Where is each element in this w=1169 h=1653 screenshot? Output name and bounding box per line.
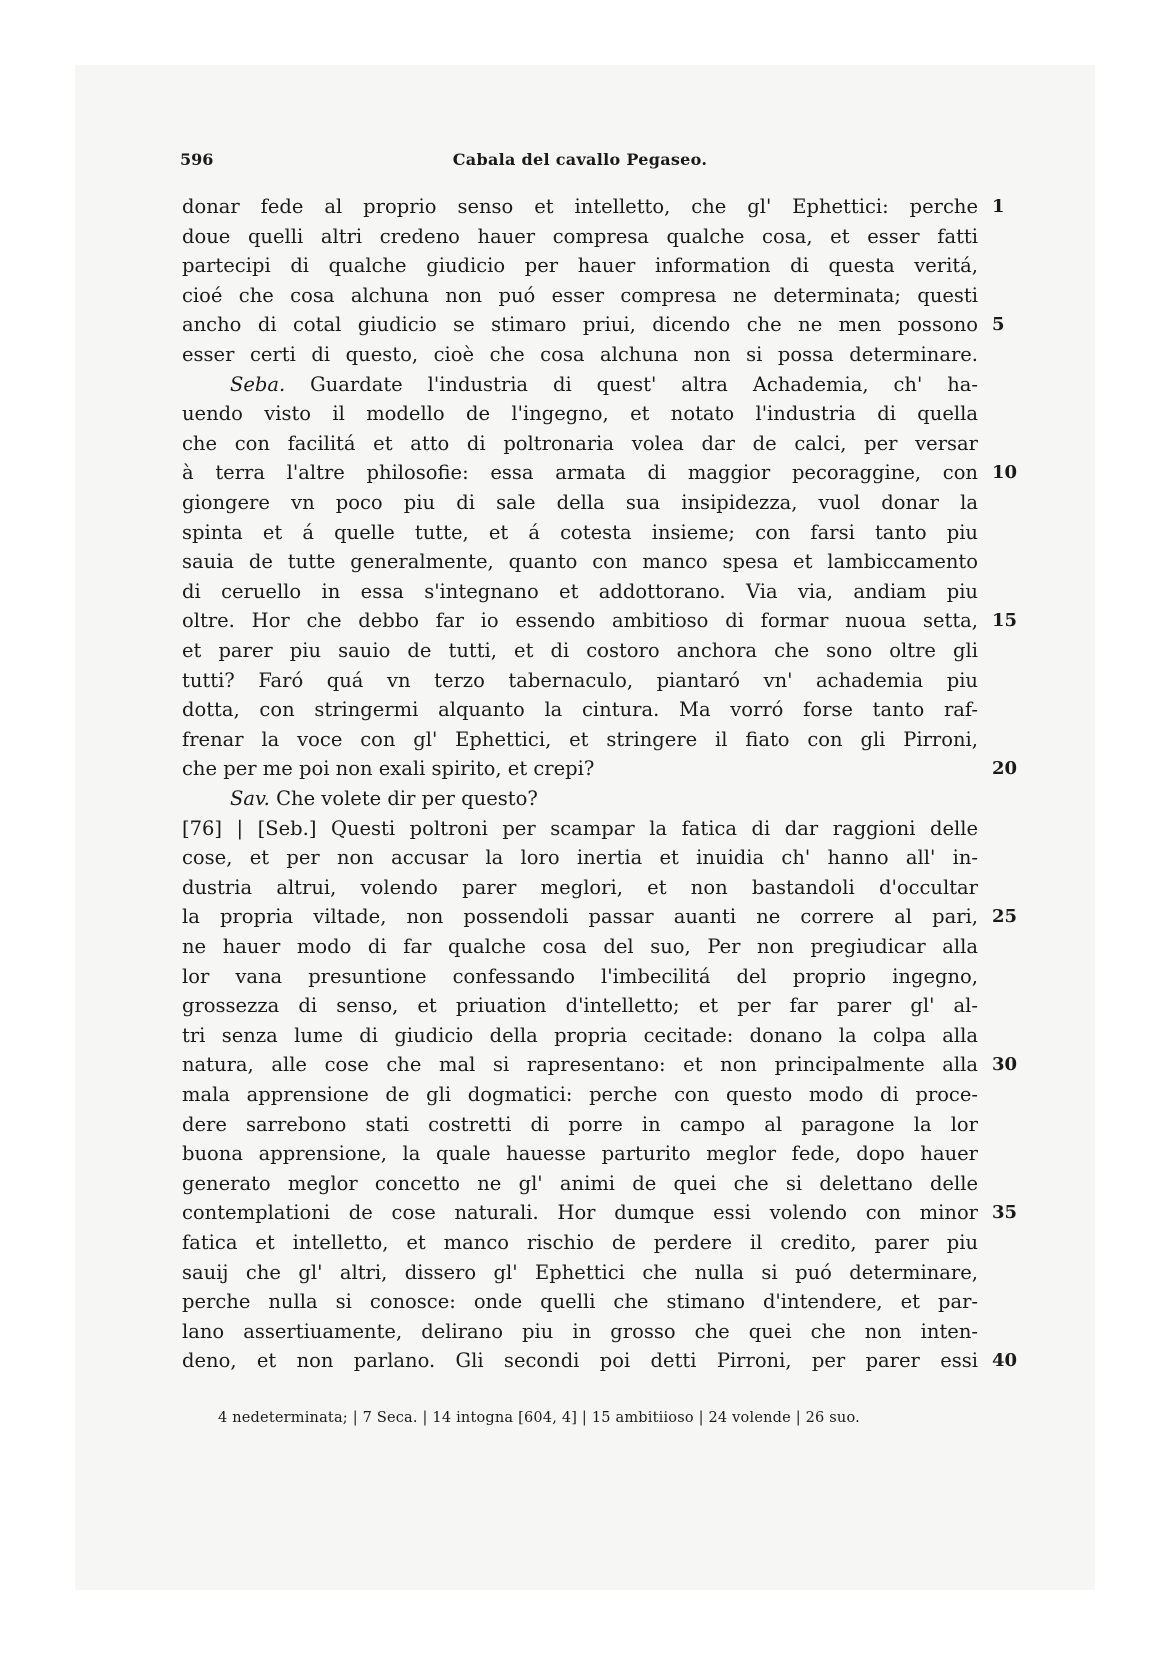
line-number: 20 [992,758,1018,780]
line-text: spinta et á quelle tutte, et á cotesta insieme; con farsi tanto piu [182,520,978,544]
text-line [182,1228,978,1258]
line-text: à terra l'altre philosofie: essa armata di maggior pecoraggine, con [182,461,978,485]
text-line [182,1258,978,1288]
line-text: cose, et per non accusar la loro inertia et inuidia ch' hanno all' in- [182,846,978,870]
running-title: Cabala del cavallo Pegaseo. [452,150,708,169]
text-line [182,606,978,636]
line-text: tutti? Faró quá vn terzo tabernaculo, piantaró vn' achademia piu [182,668,978,692]
line-number: 30 [992,1054,1018,1076]
text-line [182,814,978,844]
line-text: deno, et non parlano. Gli secondi poi detti Pirroni, per parer essi [182,1349,978,1373]
text-line [182,370,978,400]
line-text: lor vana presuntione confessando l'imbecilitá del proprio ingegno, [182,964,978,988]
text-line [182,281,978,311]
line-text: donar fede al proprio senso et intelletto, che gl' Ephettici: perche [182,195,978,218]
line-text: che con facilitá et atto di poltronaria volea dar de calci, per versar [182,431,978,455]
line-text: tri senza lume di giudicio della propria cecitade: donano la colpa alla [182,1023,978,1047]
text-line [182,636,978,666]
text-line [182,873,978,903]
line-number: 5 [992,314,1005,336]
line-text: ancho di cotal giudicio se stimaro priui, dicendo che ne men possono [182,313,978,337]
text-line [182,1021,978,1051]
line-text: partecipi di qualche giudicio per hauer information di questa veritá, [182,254,978,278]
line-text: sauij che gl' altri, dissero gl' Ephettici che nulla si puó determinare, [182,1260,978,1284]
text-line [182,1050,978,1080]
text-line [182,518,978,548]
line-text: perche nulla si conosce: onde quelli che stimano d'intendere, et par- [182,1290,978,1314]
text-line [182,725,978,755]
line-number: 15 [992,610,1018,632]
text-line [182,547,978,577]
text-line [182,666,978,696]
line-text: la propria viltade, non possendoli passar auanti ne correre al pari, [182,905,978,929]
text-line [182,251,978,281]
text-line [182,1080,978,1110]
page-header [180,150,980,174]
text-line [182,754,978,784]
line-text: grossezza di senso, et priuation d'intelletto; et per far parer gl' al- [182,994,978,1018]
text-line [182,695,978,725]
line-text: Guardate l'industria di quest' altra Achademia, ch' ha- [310,372,978,396]
line-text: Che volete dir per questo? [276,787,538,810]
text-line [182,962,978,992]
text-line [182,1169,978,1199]
text-line [182,222,978,252]
text-line [182,1346,978,1376]
text-line [182,932,978,962]
line-text: dotta, con stringermi alquanto la cintura. Ma vorró forse tanto raf- [182,698,978,722]
text-line [182,310,978,340]
line-text: dere sarrebono stati costretti di porre in campo al paragone la lor [182,1112,978,1136]
line-text: [76] | [Seb.] Questi poltroni per scampar la fatica di dar raggioni delle [182,816,978,840]
text-line [182,991,978,1021]
line-text: natura, alle cose che mal si rapresentano: et non principalmente alla [182,1053,978,1077]
line-number: 10 [992,462,1018,484]
speaker-label: Seba. [230,372,286,396]
line-text: giongere vn poco piu di sale della sua insipidezza, vuol donar la [182,491,978,514]
text-line [182,458,978,488]
text-line [182,340,978,370]
line-number: 40 [992,1350,1018,1372]
line-text: frenar la voce con gl' Ephettici, et stringere il fiato con gli Pirroni, [182,727,978,751]
line-text: dustria altrui, volendo parer meglori, et non bastandoli d'occultar [182,875,978,899]
line-text: sauia de tutte generalmente, quanto con manco spesa et lambiccamento [182,550,978,574]
text-line [182,784,978,814]
line-text: uendo visto il modello de l'ingegno, et notato l'industria di quella [182,402,978,426]
line-text: mala apprensione de gli dogmatici: perche con questo modo di proce- [182,1083,978,1106]
text-line [182,843,978,873]
line-text: buona apprensione, la quale hauesse parturito meglor fede, dopo hauer [182,1142,978,1166]
page-number: 596 [180,150,214,169]
line-text: fatica et intelletto, et manco rischio de perdere il credito, parer piu [182,1231,978,1254]
line-number: 35 [992,1202,1018,1224]
text-line [182,1287,978,1317]
speaker-label: Sav. [230,787,270,810]
text-line [182,429,978,459]
text-line [182,1198,978,1228]
text-line [182,1110,978,1140]
text-line [182,488,978,518]
line-text: cioé che cosa alchuna non puó esser compresa ne determinata; questi [182,283,978,307]
line-text: contemplationi de cose naturali. Hor dumque essi volendo con minor [182,1201,978,1225]
line-text: esser certi di questo, cioè che cosa alchuna non si possa determinare. [182,343,978,366]
line-number: 25 [992,906,1018,928]
line-text: doue quelli altri credeno hauer compresa qualche cosa, et esser fatti [182,224,978,248]
line-text: lano assertiuamente, delirano piu in grosso che quei che non inten- [182,1319,978,1343]
text-line [182,399,978,429]
text-line [182,577,978,607]
line-text: ne hauer modo di far qualche cosa del suo, Per non pregiudicar alla [182,935,978,958]
text-line [182,1139,978,1169]
text-line [182,902,978,932]
footnotes: 4 nedeterminata; | 7 Seca. | 14 intogna [604, 4] | 15 ambitiioso | 24 volende | 26 suo. [218,1410,860,1426]
text-line [182,192,978,222]
line-text: che per me poi non exali spirito, et crepi? [182,757,595,781]
line-text: generato meglor concetto ne gl' animi de quei che si delettano delle [182,1171,978,1195]
text-line [182,1317,978,1347]
line-text: di ceruello in essa s'integnano et addottorano. Via via, andiam piu [182,579,978,603]
line-number: 1 [992,196,1005,217]
line-text: et parer piu sauio de tutti, et di costoro anchora che sono oltre gli [182,639,978,662]
line-text: oltre. Hor che debbo far io essendo ambitioso di formar nuoua setta, [182,609,978,633]
